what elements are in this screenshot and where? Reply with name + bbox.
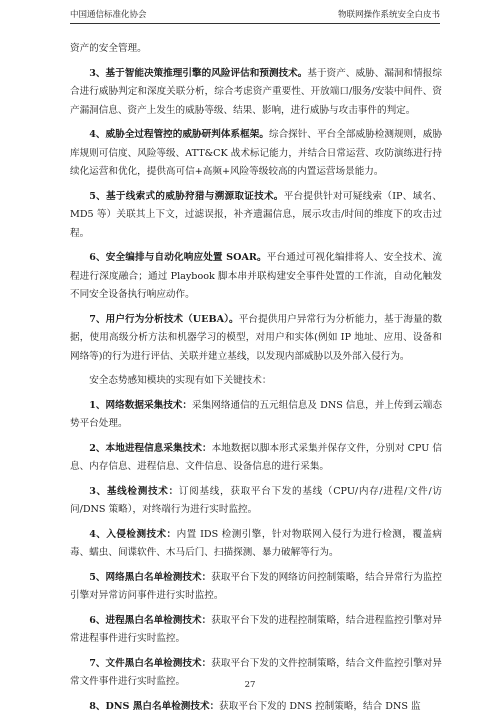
paragraph: [70, 249, 442, 305]
paragraph: [70, 40, 442, 59]
paragraph-heading: 8、DNS 黑白名单检测技术：: [89, 700, 220, 712]
paragraph-heading: 5、基于线索式的威胁狩猎与溯源取证技术。: [89, 190, 284, 202]
paragraph-text: 采集网络通信的五元组信息及 DNS 信息，并上传到云端态势平台处理。: [70, 399, 442, 429]
paragraph-text: 获取平台下发的进程控制策略，结合进程监控引擎对异常进程事件进行实时监控。: [70, 614, 442, 644]
paragraph-heading: 6、安全编排与自动化响应处置 SOAR。: [89, 252, 267, 263]
paragraph: [70, 483, 442, 520]
body-text: [70, 40, 442, 722]
paragraph-heading: 4、入侵检测技术：: [89, 528, 177, 540]
paragraph-heading: 6、进程黑白名单检测技术：: [89, 614, 212, 626]
page-number: 27: [244, 680, 256, 690]
paragraph-heading: 1、网络数据采集技术：: [89, 399, 193, 411]
paragraph: [70, 188, 442, 244]
paragraph-text: 获取平台下发的网络访问控制策略，结合异常行为监控引擎对异常访问事件进行实时监控。: [70, 571, 442, 601]
paragraph-text: 资产的安全管理。: [70, 43, 147, 54]
paragraph-text: 平台提供用户异常行为分析能力，基于海量的数据，使用高级分析方法和机器学习的模型，对用户和实体(例如 IP 地址、应用、设备和网络等)的行为进行评估、关联并建立基线，以发现内部威胁以及外部入侵行为。: [70, 313, 443, 362]
paragraph-heading: 3、基于智能决策推理引擎的风险评估和预测技术。: [89, 67, 308, 79]
header-left: 中国通信标准化协会: [70, 10, 147, 20]
paragraph-text: 基于资产、威胁、漏洞和情报综合进行威胁判定和深度关联分析，综合考虑资产重要性、开放端口/服务/安装中间件、资产漏洞信息、资产上发生的威胁等级、结果、影响，进行威胁与攻击事件的判定。: [70, 67, 442, 116]
paragraph-text: 平台通过可视化编排将人、安全技术、流程进行深度融合；通过 Playbook 脚本串并联构建安全事件处置的工作流，自动化触发不同安全设备执行响应动作。: [70, 252, 442, 300]
paragraph-text: 综合探针、平台全部威胁检测规则，威胁库规则可信度、风险等级、ATT&CK 战术标记能力，并结合日常运营、攻防演练进行持续化运营和优化，提供高可信+高频+风险等级较高的内置运营场景能力。: [70, 129, 442, 177]
paragraph-text: 获取平台下发的文件控制策略，结合文件监控引擎对异常文件事件进行实时监控。: [70, 657, 442, 687]
paragraph-heading: 2、本地进程信息采集技术：: [89, 442, 212, 454]
header-right: 物联网操作系统安全白皮书: [337, 10, 440, 20]
paragraph-text: 安全态势感知模块的实现有如下关键技术：: [89, 375, 272, 386]
running-header: [70, 8, 440, 24]
paragraph: [70, 612, 442, 649]
paragraph-text: 获取平台下发的 DNS 控制策略，结合 DNS 监: [219, 700, 421, 712]
paragraph: [70, 311, 442, 367]
paragraph-heading: 3、基线检测技术：: [89, 485, 179, 497]
paragraph-text: 订阅基线，获取平台下发的基线（CPU/内存/进程/文件/访问/DNS 策略），对终端行为进行实时监控。: [70, 485, 442, 515]
paragraph: [70, 65, 442, 121]
paragraph: [70, 126, 442, 182]
paragraph: [70, 526, 442, 563]
paragraph: [70, 569, 442, 606]
paragraph-heading: 4、威胁全过程管控的威胁研判体系框架。: [89, 129, 269, 140]
paragraph-heading: 7、用户行为分析技术（UEBA）。: [89, 313, 239, 325]
paragraph-heading: 7、文件黑白名单检测技术：: [89, 657, 212, 669]
paragraph-text: 平台提供针对可疑线索（IP、域名、MD5 等）关联其上下文，过滤误报，补齐遗漏信息，展示攻击/时间的维度下的攻击过程。: [70, 190, 442, 239]
paragraph: [70, 440, 442, 477]
paragraph-text: 本地数据以脚本形式采集并保存文件，分别对 CPU 信息、内存信息、进程信息、文件信息、设备信息的进行采集。: [70, 442, 443, 472]
paragraph: [70, 397, 442, 434]
paragraph-text: 内置 IDS 检测引擎，针对物联网入侵行为进行检测，覆盖病毒、蠕虫、间谍软件、木马后门、扫描探测、暴力破解等行为。: [70, 528, 442, 558]
paragraph: [70, 372, 442, 391]
paragraph-heading: 5、网络黑白名单检测技术：: [89, 571, 212, 583]
